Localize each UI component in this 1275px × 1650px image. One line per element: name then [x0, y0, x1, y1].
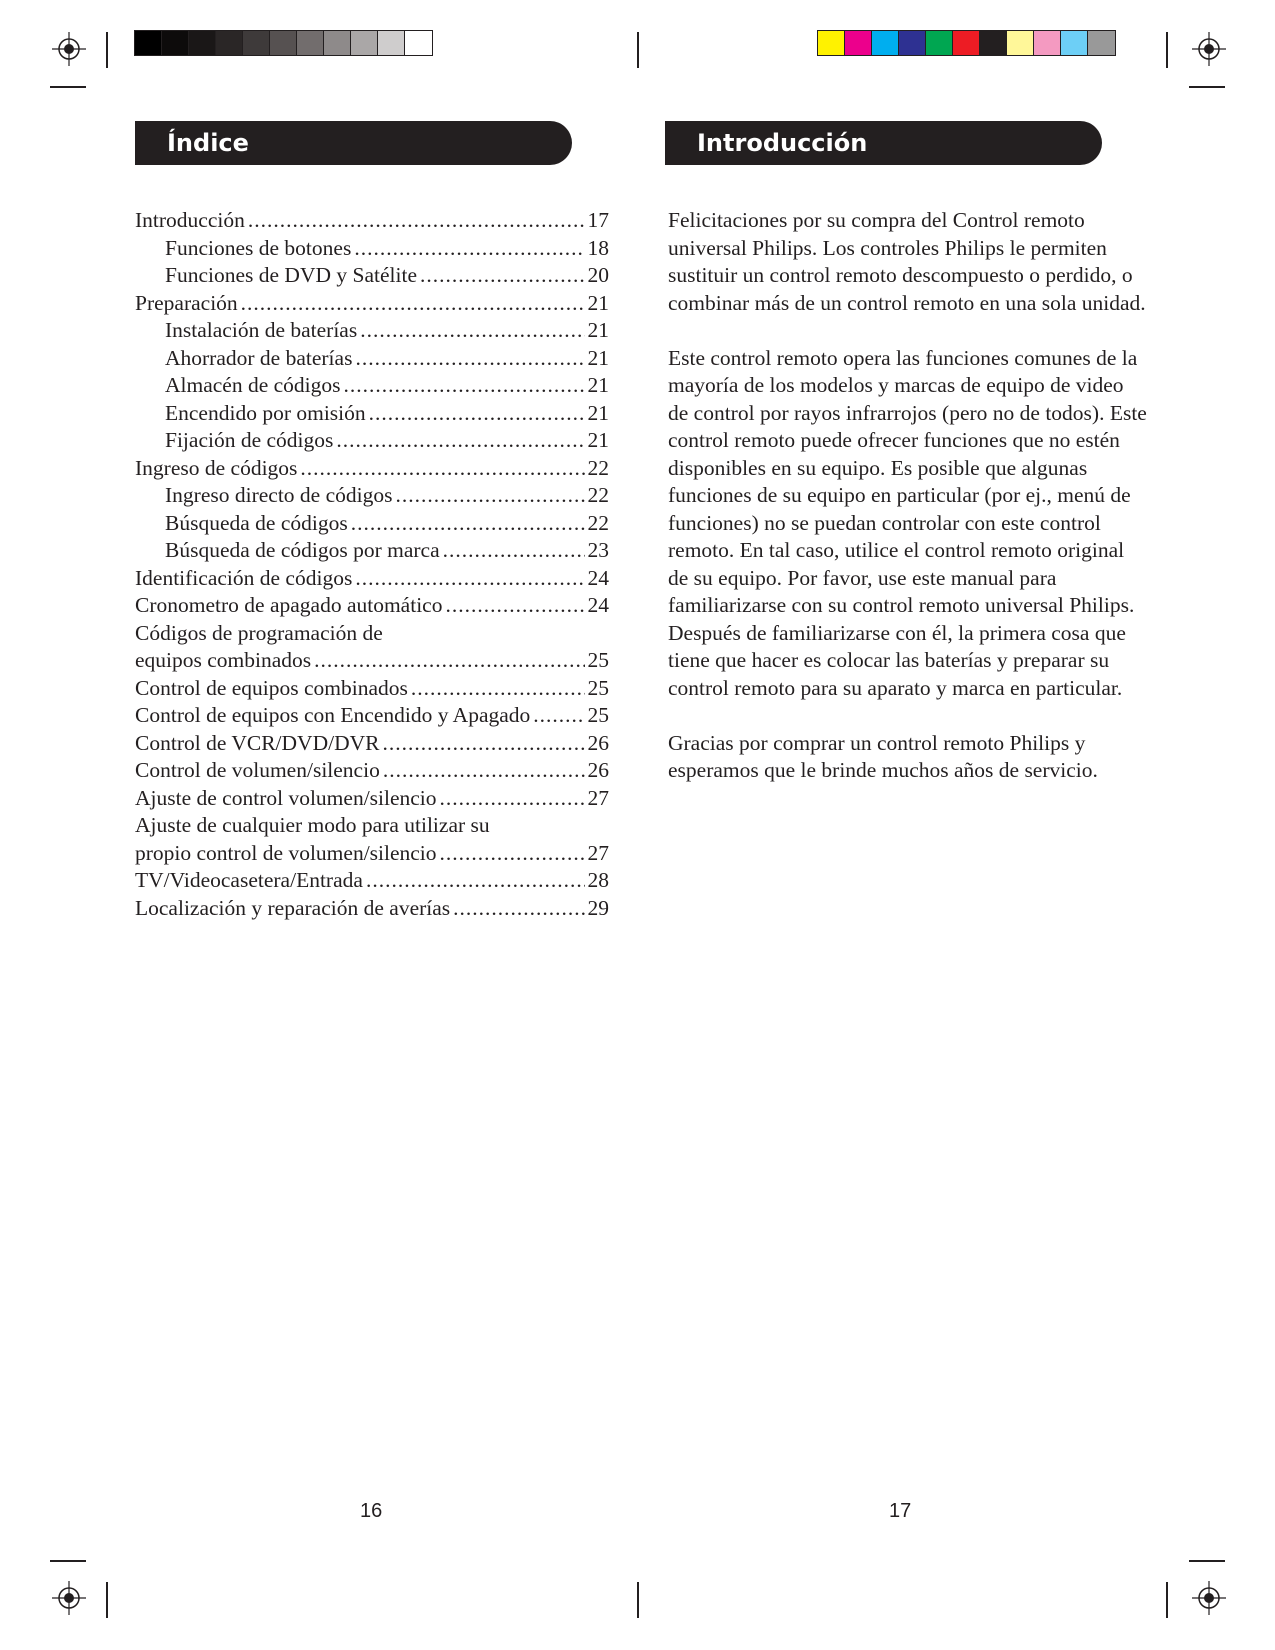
toc-entry — [135, 290, 609, 318]
color-swatch — [953, 31, 980, 55]
toc-entry-title: propio control de volumen/silencio — [135, 840, 437, 865]
toc-entry-page: 22 — [587, 483, 609, 507]
introduction-body — [668, 207, 1148, 812]
index-heading: Índice — [135, 121, 572, 165]
toc-dot-leader — [354, 235, 584, 263]
toc-entry-page: 21 — [587, 345, 609, 370]
toc-entry — [135, 840, 609, 868]
toc-entry — [135, 785, 609, 813]
color-swatch — [980, 31, 1007, 55]
toc-entry-page: 17 — [587, 208, 609, 232]
toc-dot-leader — [355, 565, 584, 593]
color-swatch — [1088, 31, 1115, 55]
toc-entry-title: Encendido por omisión — [165, 400, 366, 425]
color-swatch — [1034, 31, 1061, 55]
color-swatch — [270, 31, 297, 55]
toc-dot-leader — [355, 345, 584, 373]
toc-entry — [135, 620, 609, 648]
color-calibration-bar — [817, 30, 1116, 56]
toc-entry-page: 23 — [587, 538, 609, 562]
toc-dot-leader — [383, 757, 585, 785]
toc-dot-leader — [440, 785, 585, 813]
toc-entry — [135, 867, 609, 895]
toc-dot-leader — [300, 455, 584, 483]
toc-entry — [135, 895, 609, 923]
toc-dot-leader — [248, 207, 585, 235]
toc-entry-page: 24 — [587, 593, 609, 617]
color-swatch — [351, 31, 378, 55]
color-swatch — [899, 31, 926, 55]
color-swatch — [1061, 31, 1088, 55]
toc-dot-leader — [360, 317, 584, 345]
color-swatch — [297, 31, 324, 55]
toc-entry-page: 27 — [587, 840, 609, 865]
toc-entry-page: 25 — [587, 648, 609, 672]
toc-entry — [135, 592, 609, 620]
color-swatch — [324, 31, 351, 55]
intro-paragraph: Gracias por comprar un control remoto Philips y esperamos que le brinde muchos años de servicio. — [668, 730, 1098, 782]
toc-entry — [135, 482, 609, 510]
toc-entry — [135, 757, 609, 785]
color-swatch — [872, 31, 899, 55]
toc-entry-title: Ajuste de control volumen/silencio — [135, 785, 437, 810]
toc-entry-title: Control de equipos combinados — [135, 675, 408, 700]
toc-entry-page: 21 — [587, 318, 609, 342]
toc-entry-page: 21 — [587, 290, 609, 315]
toc-entry — [135, 537, 609, 565]
toc-dot-leader — [351, 510, 585, 538]
toc-entry-title: Introducción — [135, 208, 245, 232]
toc-entry — [135, 675, 609, 703]
toc-entry — [135, 702, 609, 730]
toc-entry — [135, 510, 609, 538]
crop-mark — [637, 1582, 639, 1618]
color-swatch — [135, 31, 162, 55]
color-swatch — [818, 31, 845, 55]
crop-mark — [1189, 1560, 1225, 1562]
toc-entry-title: Funciones de DVD y Satélite — [165, 263, 417, 287]
toc-entry — [135, 207, 609, 235]
crop-mark — [1166, 1582, 1168, 1618]
registration-mark-icon — [52, 1581, 86, 1615]
color-swatch — [378, 31, 405, 55]
toc-entry — [135, 372, 609, 400]
intro-paragraph: Felicitaciones por su compra del Control remoto universal Philips. Los controles Philips le permiten sustituir un control remoto descompuesto o perdido, o combinar más de un control remoto en una sola unidad. — [668, 208, 1146, 315]
color-swatch — [845, 31, 872, 55]
toc-entry-title: Funciones de botones — [165, 235, 352, 260]
toc-entry — [135, 455, 609, 483]
crop-mark — [50, 1560, 86, 1562]
toc-entry-title: equipos combinados — [135, 648, 312, 672]
toc-dot-leader — [241, 290, 585, 318]
toc-entry-title: Búsqueda de códigos por marca — [165, 538, 440, 562]
toc-entry-title: Instalación de baterías — [165, 318, 358, 342]
toc-dot-leader — [366, 867, 585, 895]
toc-entry-page: 27 — [587, 785, 609, 810]
toc-entry-title: Preparación — [135, 290, 238, 315]
toc-entry — [135, 812, 609, 840]
color-swatch — [243, 31, 270, 55]
toc-entry-title: Fijación de códigos — [165, 428, 334, 452]
toc-entry-page: 26 — [587, 758, 609, 782]
toc-entry — [135, 400, 609, 428]
toc-entry-page: 29 — [587, 895, 609, 920]
page-number-left: 16 — [360, 1500, 383, 1522]
color-swatch — [405, 31, 432, 55]
color-swatch — [1007, 31, 1034, 55]
toc-entry — [135, 317, 609, 345]
crop-mark — [106, 1582, 108, 1618]
color-swatch — [216, 31, 243, 55]
toc-entry — [135, 262, 609, 290]
toc-entry — [135, 730, 609, 758]
toc-entry-page: 22 — [587, 455, 609, 480]
toc-dot-leader — [453, 895, 584, 923]
toc-dot-leader — [445, 592, 584, 620]
toc-entry-title: Control de equipos con Encendido y Apagado — [135, 703, 531, 727]
toc-entry — [135, 427, 609, 455]
toc-entry-page: 20 — [587, 263, 609, 287]
toc-dot-leader — [344, 372, 585, 400]
toc-entry-title: Localización y reparación de averías — [135, 895, 451, 920]
toc-entry — [135, 647, 609, 675]
toc-entry-page: 25 — [587, 675, 609, 700]
registration-mark-icon — [1192, 1581, 1226, 1615]
toc-entry-title: Búsqueda de códigos — [165, 510, 348, 535]
toc-dot-leader — [443, 537, 585, 565]
toc-entry-title: Ingreso directo de códigos — [165, 483, 393, 507]
crop-mark — [1189, 86, 1225, 88]
crop-mark — [50, 86, 86, 88]
introduction-heading: Introducción — [665, 121, 1102, 165]
toc-dot-leader — [411, 675, 585, 703]
crop-mark — [106, 32, 108, 68]
toc-entry-page: 21 — [587, 400, 609, 425]
toc-entry-title: Ahorrador de baterías — [165, 345, 353, 370]
toc-entry-page: 24 — [587, 565, 609, 590]
toc-entry-page: 28 — [587, 868, 609, 892]
intro-paragraph: Este control remoto opera las funciones comunes de la mayoría de los modelos y marcas de equipo de video de control por rayos infrarrojos (pero no de todos). Este control remoto puede ofrecer funciones que no estén disponibles en su equipo. Es posible que algunas funciones de su equipo en particular (por ej., menú de funciones) no se puedan controlar con este control remoto. En tal caso, utilice el control remoto original de su equipo. Por favor, use este manual para familiarizarse con su control remoto universal Philips. Después de familiarizarse con él, la primera cosa que tiene que hacer es colocar las baterías y preparar su control remoto para su aparato y marca en particular. — [668, 345, 1147, 700]
toc-dot-leader — [369, 400, 585, 428]
toc-entry-title: Control de VCR/DVD/DVR — [135, 730, 380, 755]
toc-entry-page: 18 — [587, 235, 609, 260]
toc-entry-page: 21 — [587, 428, 609, 452]
color-swatch — [162, 31, 189, 55]
registration-mark-icon — [52, 32, 86, 66]
color-swatch — [926, 31, 953, 55]
toc-dot-leader — [314, 647, 584, 675]
page-number-right: 17 — [889, 1500, 912, 1522]
toc-entry-title: Ingreso de códigos — [135, 455, 298, 480]
table-of-contents — [135, 207, 609, 922]
toc-entry-title: Cronometro de apagado automático — [135, 593, 443, 617]
toc-entry-page: 21 — [587, 373, 609, 397]
toc-entry-title: Códigos de programación de — [135, 620, 383, 645]
toc-entry-page: 25 — [587, 703, 609, 727]
toc-dot-leader — [395, 482, 584, 510]
registration-mark-icon — [1192, 32, 1226, 66]
toc-entry-title: Control de volumen/silencio — [135, 758, 380, 782]
toc-entry-title: TV/Videocasetera/Entrada — [135, 868, 363, 892]
crop-mark — [1166, 32, 1168, 68]
grayscale-calibration-bar — [134, 30, 433, 56]
toc-entry — [135, 235, 609, 263]
crop-mark — [637, 32, 639, 68]
toc-dot-leader — [336, 427, 584, 455]
toc-entry — [135, 345, 609, 373]
toc-dot-leader — [382, 730, 584, 758]
toc-entry-page: 22 — [587, 510, 609, 535]
toc-entry — [135, 565, 609, 593]
toc-dot-leader — [420, 262, 585, 290]
toc-entry-title: Ajuste de cualquier modo para utilizar su — [135, 813, 490, 837]
toc-dot-leader — [533, 702, 584, 730]
toc-entry-page: 26 — [587, 730, 609, 755]
color-swatch — [189, 31, 216, 55]
toc-entry-title: Almacén de códigos — [165, 373, 341, 397]
toc-entry-title: Identificación de códigos — [135, 565, 353, 590]
toc-dot-leader — [440, 840, 585, 868]
